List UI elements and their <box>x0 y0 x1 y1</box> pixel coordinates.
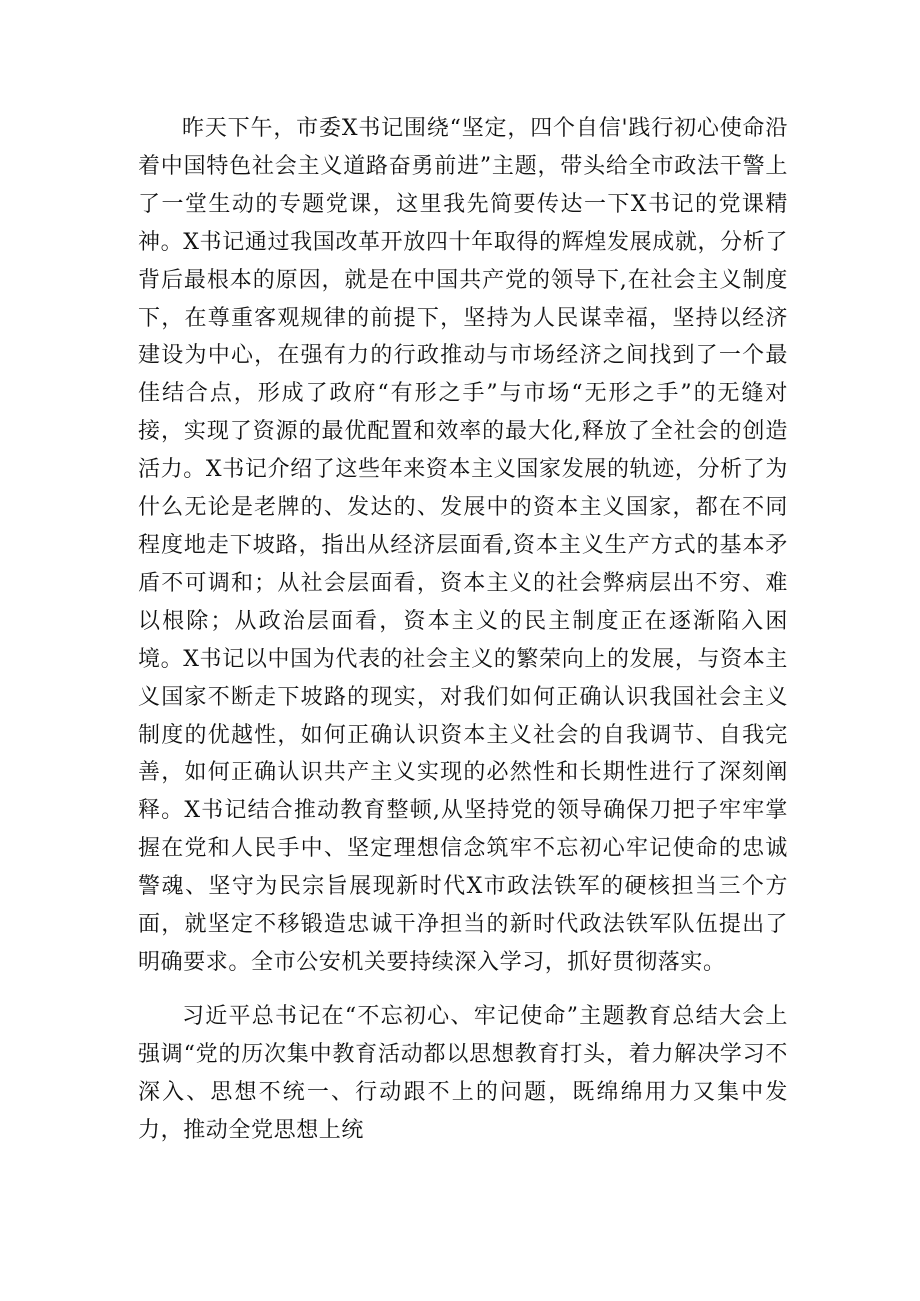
paragraph-1: 昨天下午，市委X书记围绕“坚定，四个自信'践行初心使命沿着中国特色社会主义道路奋勇前进”主题，带头给全市政法干警上了一堂生动的专题党课，这里我先简要传达一下X书记的党课精神。X书记通过我国改革开放四十年取得的辉煌发展成就，分析了背后最根本的原因，就是在中国共产党的领导下,在社会主义制度下，在尊重客观规律的前提下，坚持为人民谋幸福，坚持以经济建设为中心，在强有力的行政推动与市场经济之间找到了一个最佳结合点，形成了政府“有形之手”与市场“无形之手”的无缝对接，实现了资源的最优配置和效率的最大化,释放了全社会的创造活力。X书记介绍了这些年来资本主义国家发展的轨迹，分析了为什么无论是老牌的、发达的、发展中的资本主义国家，都在不同程度地走下坡路，指出从经济层面看,资本主义生产方式的基本矛盾不可调和；从社会层面看，资本主义的社会弊病层出不穷、难以根除；从政治层面看，资本主义的民主制度正在逐渐陷入困境。X书记以中国为代表的社会主义的繁荣向上的发展，与资本主义国家不断走下坡路的现实，对我们如何正确认识我国社会主义制度的优越性，如何正确认识资本主义社会的自我调节、自我完善，如何正确认识共产主义实现的必然性和长期性进行了深刻阐释。X书记结合推动教育整顿,从坚持党的领导确保刀把子牢牢掌握在党和人民手中、坚定理想信念筑牢不忘初心牢记使命的忠诚警魂、坚守为民宗旨展现新时代X市政法铁军的硬核担当三个方面，就坚定不移锻造忠诚干净担当的新时代政法铁军队伍提出了明确要求。全市公安机关要持续深入学习，抓好贯彻落实。 <box>138 116 788 975</box>
paragraph-2: 习近平总书记在“不忘初心、牢记使命”主题教育总结大会上强调“党的历次集中教育活动都以思想教育打头，着力解决学习不深入、思想不统一、行动跟不上的问题，既绵绵用力又集中发力，推动全党思想上统 <box>138 1003 788 1143</box>
document-body <box>138 110 788 1149</box>
